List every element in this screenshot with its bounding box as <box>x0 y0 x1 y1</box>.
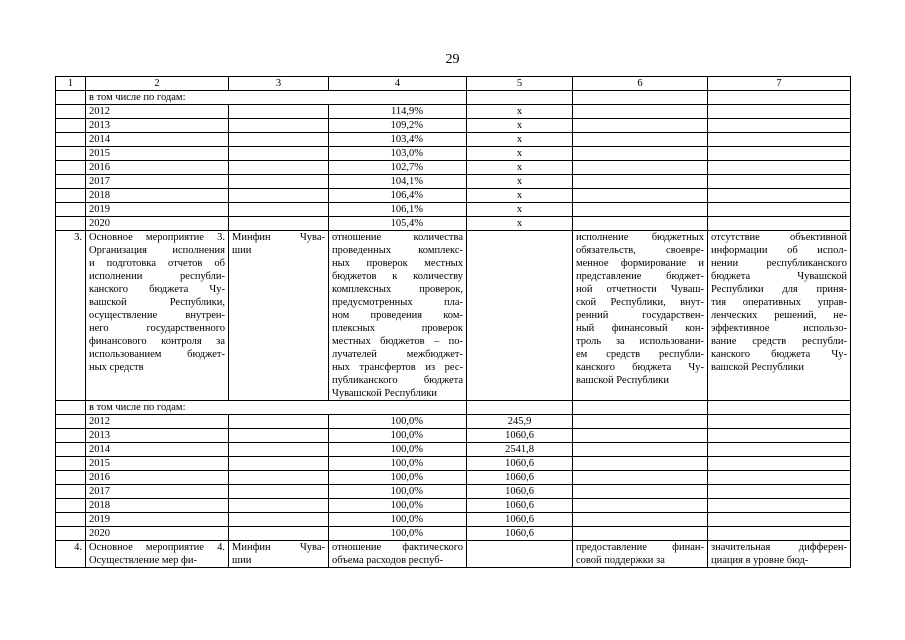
empty-cell <box>56 429 86 443</box>
item-number: 3. <box>56 231 86 401</box>
empty-cell <box>229 161 329 175</box>
empty-cell <box>573 189 708 203</box>
expected-result: исполнение бюджетных обязательств, своевре- менное формирование и представление бюджет- ной отчетности Чуваш- ской Республики, внут- ренний государствен- ный финансовый кон- троль за использовани- ем средств республи- канского бюджета Чу- вашской Республики <box>573 231 708 401</box>
empty-cell <box>708 91 851 105</box>
empty-cell <box>708 217 851 231</box>
empty-cell <box>573 471 708 485</box>
year-row <box>56 105 851 119</box>
year-cell: 2018 <box>86 499 229 513</box>
year-cell: 2019 <box>86 203 229 217</box>
empty-cell <box>56 91 86 105</box>
empty-cell <box>56 133 86 147</box>
empty-cell <box>573 91 708 105</box>
year-row <box>56 485 851 499</box>
empty-cell <box>708 513 851 527</box>
year-cell: 2020 <box>86 217 229 231</box>
empty-cell <box>708 175 851 189</box>
percent-cell: 100,0% <box>329 415 467 429</box>
year-cell: 2016 <box>86 471 229 485</box>
empty-cell <box>467 541 573 568</box>
empty-cell <box>56 175 86 189</box>
empty-cell <box>573 401 708 415</box>
empty-cell <box>573 105 708 119</box>
mark-cell: х <box>467 105 573 119</box>
program-table <box>55 76 851 568</box>
amount-cell: 1060,6 <box>467 429 573 443</box>
year-row <box>56 175 851 189</box>
empty-cell <box>56 147 86 161</box>
empty-cell <box>229 527 329 541</box>
mark-cell: х <box>467 175 573 189</box>
percent-cell: 105,4% <box>329 217 467 231</box>
risk-consequences: значительная дифферен- циация в уровне бюд- <box>708 541 851 568</box>
empty-cell <box>229 175 329 189</box>
percent-cell: 106,4% <box>329 189 467 203</box>
year-row <box>56 189 851 203</box>
year-row <box>56 443 851 457</box>
activity-name: Основное мероприятие 4. Осуществление мер фи- <box>86 541 229 568</box>
empty-cell <box>708 147 851 161</box>
expected-result: предоставление финан- совой поддержки за <box>573 541 708 568</box>
amount-cell: 245,9 <box>467 415 573 429</box>
empty-cell <box>229 119 329 133</box>
empty-cell <box>229 443 329 457</box>
empty-cell <box>573 161 708 175</box>
empty-cell <box>467 91 573 105</box>
empty-cell <box>708 401 851 415</box>
mark-cell: х <box>467 217 573 231</box>
empty-cell <box>708 105 851 119</box>
empty-cell <box>573 513 708 527</box>
empty-cell <box>573 147 708 161</box>
empty-cell <box>56 485 86 499</box>
empty-cell <box>573 527 708 541</box>
empty-cell <box>573 443 708 457</box>
amount-cell: 1060,6 <box>467 457 573 471</box>
year-cell: 2020 <box>86 527 229 541</box>
risk-consequences: отсутствие объективной информации об испол- нении республиканского бюджета Чувашской Республики для приня- тия оперативных управ- ленческих решений, не- эффективное использо- вание средств республи- канского бюджета Чу- вашской Республики <box>708 231 851 401</box>
mark-cell: х <box>467 133 573 147</box>
empty-cell <box>229 485 329 499</box>
empty-cell <box>708 499 851 513</box>
empty-cell <box>708 485 851 499</box>
percent-cell: 100,0% <box>329 527 467 541</box>
empty-cell <box>573 499 708 513</box>
empty-cell <box>56 471 86 485</box>
header-cell: 6 <box>573 77 708 91</box>
subtitle-row <box>56 91 851 105</box>
year-row <box>56 429 851 443</box>
year-cell: 2017 <box>86 175 229 189</box>
empty-cell <box>56 443 86 457</box>
empty-cell <box>229 189 329 203</box>
empty-cell <box>229 217 329 231</box>
year-row <box>56 133 851 147</box>
percent-cell: 104,1% <box>329 175 467 189</box>
empty-cell <box>467 401 573 415</box>
year-row <box>56 499 851 513</box>
empty-cell <box>56 457 86 471</box>
header-cell: 1 <box>56 77 86 91</box>
percent-cell: 100,0% <box>329 443 467 457</box>
year-row <box>56 217 851 231</box>
empty-cell <box>467 231 573 401</box>
year-cell: 2015 <box>86 457 229 471</box>
empty-cell <box>573 119 708 133</box>
page-number: 29 <box>445 52 460 67</box>
empty-cell <box>56 415 86 429</box>
empty-cell <box>229 429 329 443</box>
year-cell: 2014 <box>86 133 229 147</box>
indicator: отношение фактического объема расходов респуб- <box>329 541 467 568</box>
empty-cell <box>573 175 708 189</box>
amount-cell: 1060,6 <box>467 527 573 541</box>
percent-cell: 106,1% <box>329 203 467 217</box>
empty-cell <box>56 527 86 541</box>
mark-cell: х <box>467 147 573 161</box>
mark-cell: х <box>467 161 573 175</box>
percent-cell: 103,0% <box>329 147 467 161</box>
percent-cell: 103,4% <box>329 133 467 147</box>
activity-row <box>56 231 851 401</box>
empty-cell <box>708 189 851 203</box>
empty-cell <box>708 133 851 147</box>
empty-cell <box>708 119 851 133</box>
year-cell: 2012 <box>86 415 229 429</box>
activity-name: Основное мероприятие 3. Организация исполнения и подготовка отчетов об исполнении республи- канского бюджета Чу- вашской Республики, осуществление внутрен- него государственного финансового контроля за использованием бюджет- ных средств <box>86 231 229 401</box>
empty-cell <box>56 105 86 119</box>
empty-cell <box>56 189 86 203</box>
amount-cell: 1060,6 <box>467 499 573 513</box>
percent-cell: 100,0% <box>329 429 467 443</box>
percent-cell: 114,9% <box>329 105 467 119</box>
empty-cell <box>56 499 86 513</box>
year-cell: 2013 <box>86 119 229 133</box>
year-cell: 2013 <box>86 429 229 443</box>
year-row <box>56 457 851 471</box>
year-row <box>56 513 851 527</box>
year-cell: 2015 <box>86 147 229 161</box>
year-row <box>56 471 851 485</box>
empty-cell <box>708 527 851 541</box>
empty-cell <box>573 457 708 471</box>
indicator: отношение количества проведенных комплекс- ных проверок местных бюджетов к количеству комплексных проверок, предусмотренных пла- ном проведения ком- плексных проверок местных бюджетов – по- лучателей межбюджет- ных трансфертов из рес- публиканского бюджета Чувашской Республики <box>329 231 467 401</box>
empty-cell <box>56 119 86 133</box>
empty-cell <box>56 203 86 217</box>
empty-cell <box>229 471 329 485</box>
percent-cell: 100,0% <box>329 513 467 527</box>
empty-cell <box>573 133 708 147</box>
percent-cell: 100,0% <box>329 471 467 485</box>
year-row <box>56 527 851 541</box>
empty-cell <box>708 203 851 217</box>
activity-row <box>56 541 851 568</box>
header-cell: 2 <box>86 77 229 91</box>
year-cell: 2018 <box>86 189 229 203</box>
subtitle-row <box>56 401 851 415</box>
empty-cell <box>708 457 851 471</box>
empty-cell <box>56 217 86 231</box>
year-cell: 2016 <box>86 161 229 175</box>
responsible-executor: Минфин Чува- шии <box>229 231 329 401</box>
mark-cell: х <box>467 203 573 217</box>
empty-cell <box>708 415 851 429</box>
empty-cell <box>708 471 851 485</box>
amount-cell: 1060,6 <box>467 513 573 527</box>
amount-cell: 2541,8 <box>467 443 573 457</box>
empty-cell <box>229 457 329 471</box>
empty-cell <box>573 203 708 217</box>
empty-cell <box>229 513 329 527</box>
year-cell: 2017 <box>86 485 229 499</box>
header-row <box>56 77 851 91</box>
empty-cell <box>229 105 329 119</box>
empty-cell <box>56 161 86 175</box>
empty-cell <box>573 415 708 429</box>
year-cell: 2014 <box>86 443 229 457</box>
responsible-executor: Минфин Чува- шии <box>229 541 329 568</box>
year-row <box>56 415 851 429</box>
item-number: 4. <box>56 541 86 568</box>
year-row <box>56 203 851 217</box>
year-row <box>56 147 851 161</box>
empty-cell <box>229 147 329 161</box>
percent-cell: 109,2% <box>329 119 467 133</box>
subtitle-cell: в том числе по годам: <box>86 401 467 415</box>
empty-cell <box>573 429 708 443</box>
empty-cell <box>229 499 329 513</box>
year-row <box>56 161 851 175</box>
empty-cell <box>573 485 708 499</box>
year-cell: 2019 <box>86 513 229 527</box>
empty-cell <box>708 443 851 457</box>
empty-cell <box>229 415 329 429</box>
subtitle-cell: в том числе по годам: <box>86 91 467 105</box>
percent-cell: 100,0% <box>329 485 467 499</box>
year-row <box>56 119 851 133</box>
empty-cell <box>229 133 329 147</box>
amount-cell: 1060,6 <box>467 485 573 499</box>
year-cell: 2012 <box>86 105 229 119</box>
empty-cell <box>229 203 329 217</box>
empty-cell <box>56 401 86 415</box>
empty-cell <box>573 217 708 231</box>
header-cell: 7 <box>708 77 851 91</box>
header-cell: 5 <box>467 77 573 91</box>
amount-cell: 1060,6 <box>467 471 573 485</box>
header-cell: 4 <box>329 77 467 91</box>
empty-cell <box>56 513 86 527</box>
empty-cell <box>708 161 851 175</box>
mark-cell: х <box>467 119 573 133</box>
header-cell: 3 <box>229 77 329 91</box>
percent-cell: 100,0% <box>329 457 467 471</box>
percent-cell: 100,0% <box>329 499 467 513</box>
percent-cell: 102,7% <box>329 161 467 175</box>
empty-cell <box>708 429 851 443</box>
mark-cell: х <box>467 189 573 203</box>
